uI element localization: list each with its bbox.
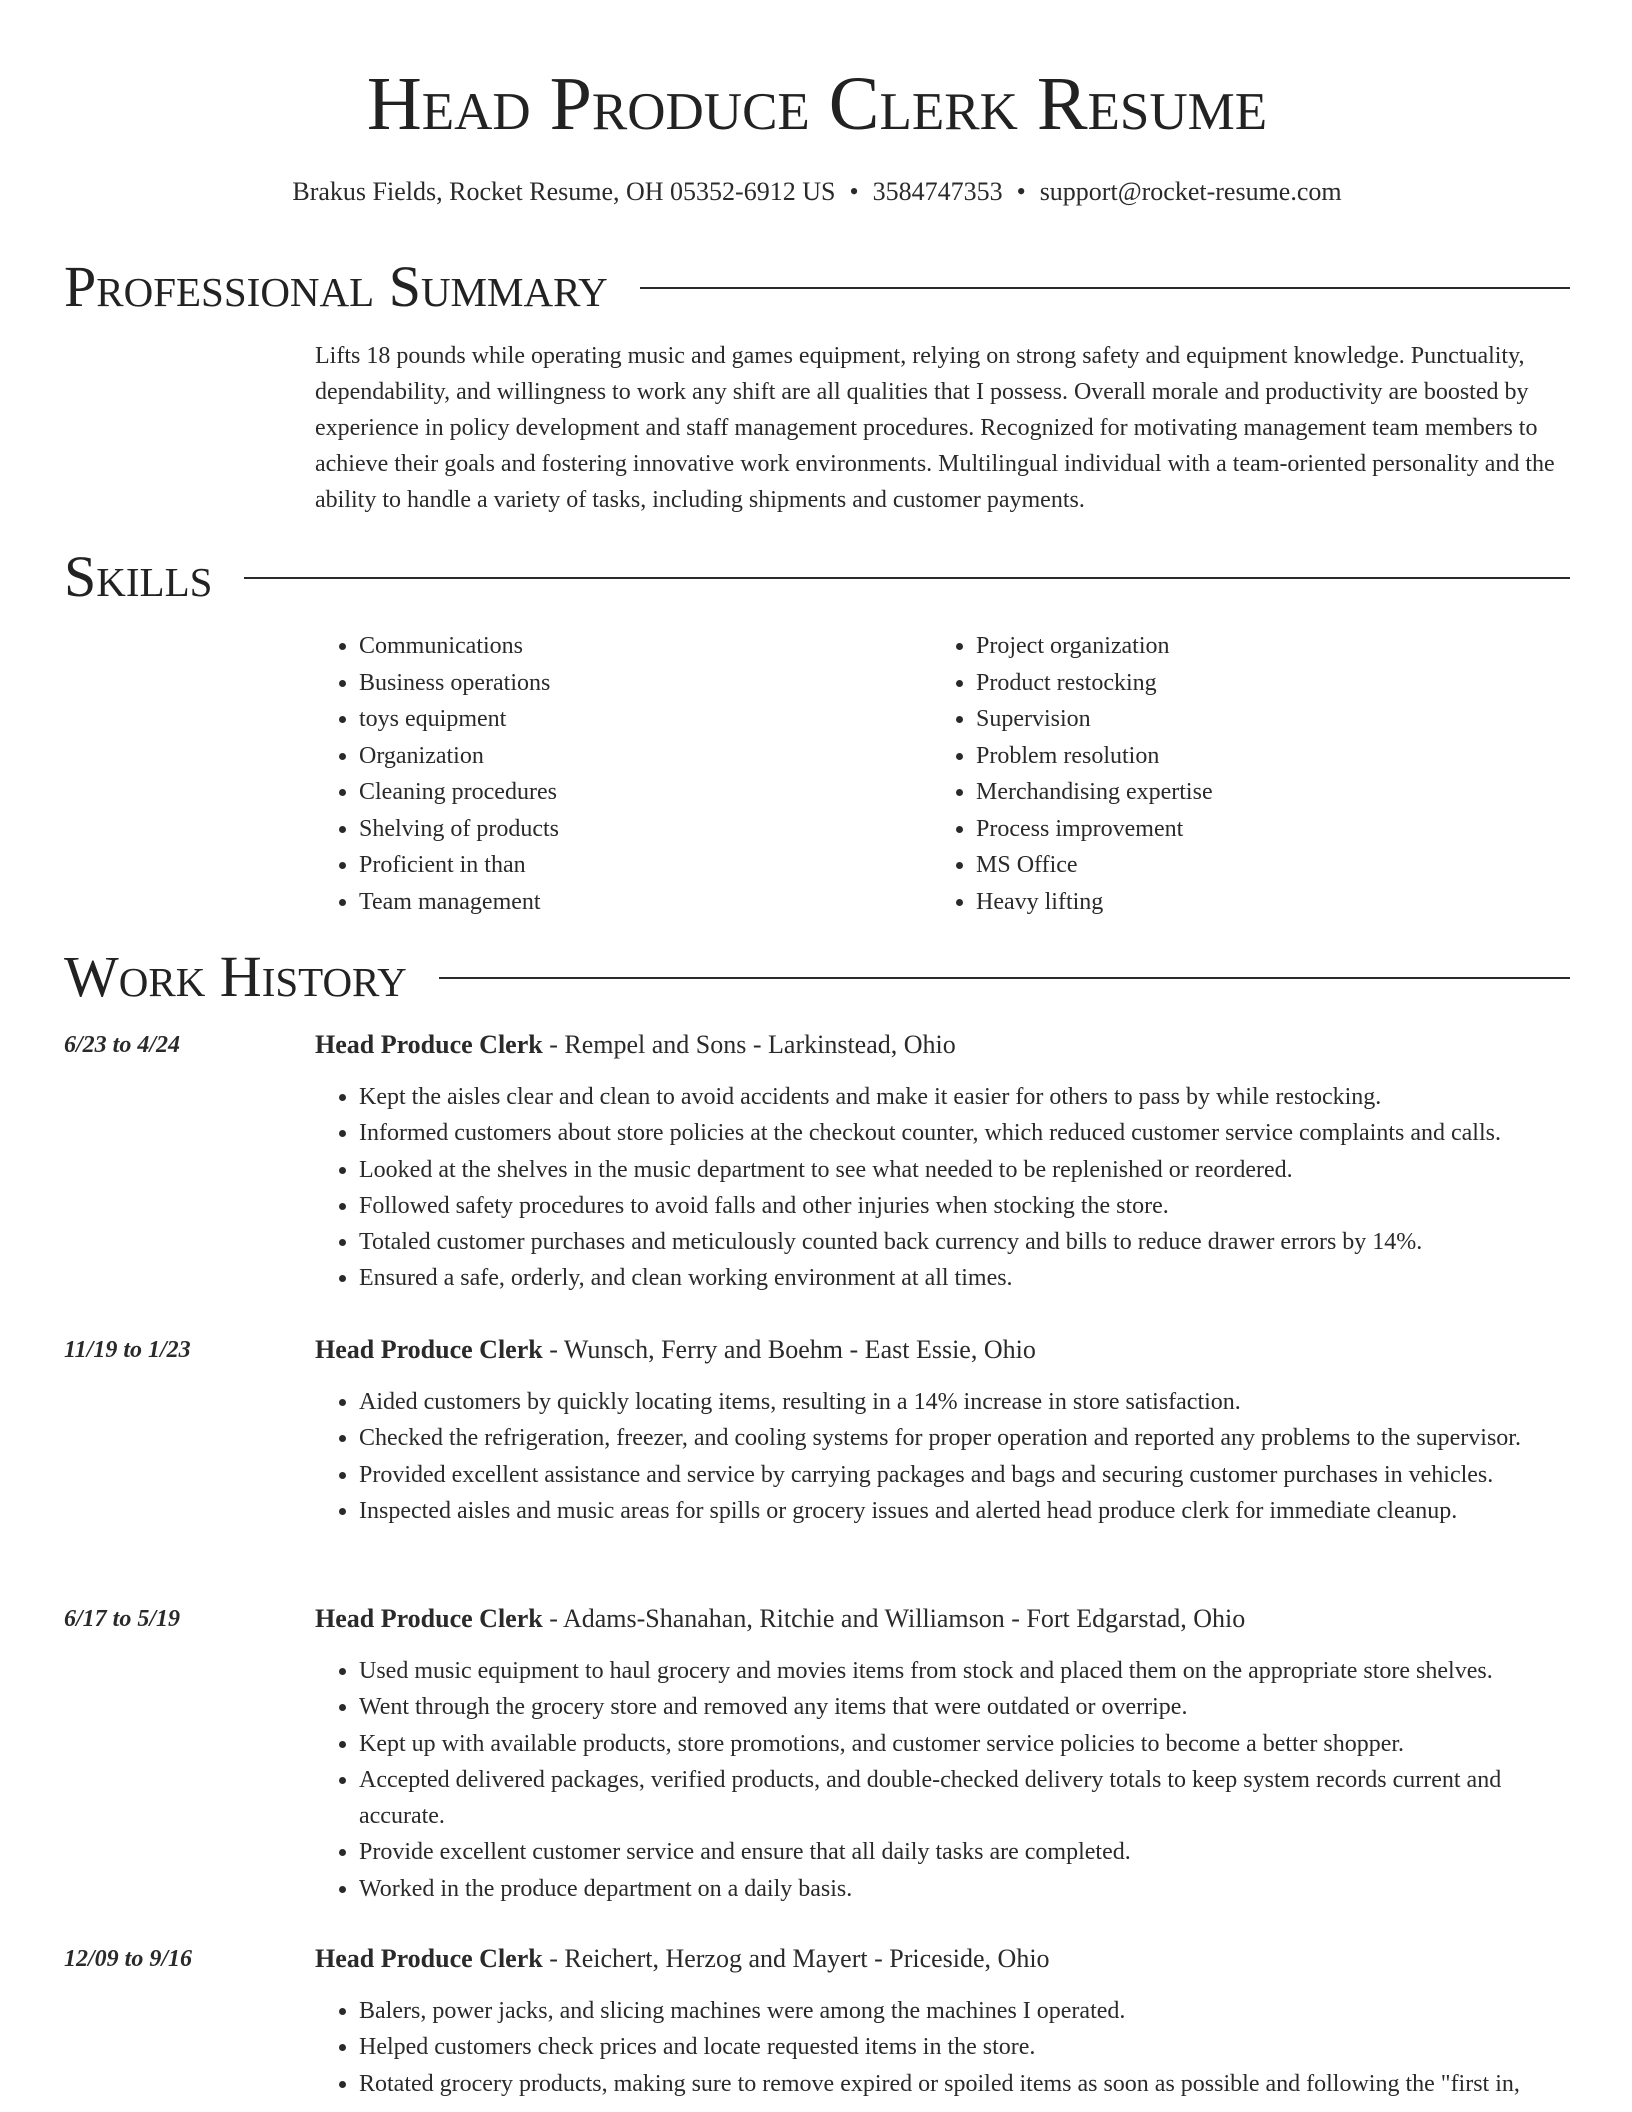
work-heading-text: Work History [64,944,407,1009]
job-duty-item: • Accepted delivered packages, verified products, and double-checked delivery totals to keep system records current and accurate. [359,1762,1570,1835]
summary-section-heading [64,252,1570,322]
work-section-heading [64,942,1570,1012]
job-duty-item: • Balers, power jacks, and slicing machines were among the machines I operated. [359,1993,1570,2029]
job-heading [315,1941,1050,1977]
summary-heading-text: Professional Summary [64,254,608,319]
job-duty-item: • Followed safety procedures to avoid falls and other injuries when stocking the store. [359,1188,1570,1224]
job-duty-item: • Inspected aisles and music areas for spills or grocery issues and alerted head produce clerk for immediate cleanup. [359,1493,1570,1529]
skill-item: • Problem resolution [976,738,1549,775]
contact-line [64,174,1570,210]
skill-item: • Product restocking [976,665,1549,702]
job-duty-item: • Kept up with available products, store promotions, and customer service policies to become a better shopper. [359,1726,1570,1762]
skill-item: • Process improvement [976,811,1549,848]
skill-item: • Heavy lifting [976,884,1549,921]
skill-item: • Proficient in than [359,847,932,884]
job-employer: - Reichert, Herzog and Mayert - Priceside, Ohio [542,1944,1050,1973]
skills-list [315,628,1570,920]
job-duty-item: • Went through the grocery store and removed any items that were outdated or overripe. [359,1689,1570,1725]
job-duty-item: • Rotated grocery products, making sure to remove expired or spoiled items as soon as possible and following the "first in, [359,2066,1570,2102]
job-dates: 6/17 to 5/19 [64,1606,181,1632]
job-duty-item: • Provided excellent assistance and service by carrying packages and bags and securing customer purchases in vehicles. [359,1457,1570,1493]
job-duty-item: • Worked in the produce department on a daily basis. [359,1871,1570,1907]
skill-item: • Team management [359,884,932,921]
job-duty-item: • Kept the aisles clear and clean to avoid accidents and make it easier for others to pass by while restocking. [359,1079,1570,1115]
skill-item: • Cleaning procedures [359,774,932,811]
job-duty-item: • Checked the refrigeration, freezer, and cooling systems for proper operation and reported any problems to the supervisor. [359,1420,1570,1456]
skills-section-heading [64,542,1570,612]
job-employer: - Rempel and Sons - Larkinstead, Ohio [542,1030,956,1059]
job-heading [315,1601,1245,1637]
job-duty-item: • Informed customers about store policies at the checkout counter, which reduced customer service complaints and calls. [359,1115,1570,1151]
skill-item: • Supervision [976,701,1549,738]
skill-item: • Merchandising expertise [976,774,1549,811]
skill-item: • Business operations [359,665,932,702]
contact-email: support@rocket-resume.com [1039,177,1342,206]
skill-item: • MS Office [976,847,1549,884]
skill-item: • Shelving of products [359,811,932,848]
job-heading [315,1332,1036,1368]
section-divider [640,287,1570,289]
skill-item: • Project organization [976,628,1549,665]
skill-item: • Organization [359,738,932,775]
job-duties [315,1079,1570,1297]
skills-column-right [932,628,1549,920]
job-duties [315,1993,1570,2102]
contact-phone: 3584747353 [872,177,1003,206]
job-duty-item: • Provide excellent customer service and ensure that all daily tasks are completed. [359,1834,1570,1870]
professional-summary: Lifts 18 pounds while operating music and games equipment, relying on strong safety and equipment knowledge. Punctuality, dependability, and willingness to work any shift are all qualities that I possess. Overall morale and productivity are boosted by experience in policy development and staff management procedures. Recognized for motivating management team members to achieve their goals and fostering innovative work environments. Multilingual individual with a team-oriented personality and the ability to handle a variety of tasks, including shipments and customer payments. [315,343,1555,513]
job-dates: 12/09 to 9/16 [64,1946,193,1972]
job-duty-item: • Looked at the shelves in the music department to see what needed to be replenished or reordered. [359,1152,1570,1188]
job-role: Head Produce Clerk [315,1944,543,1973]
job-role: Head Produce Clerk [315,1604,543,1633]
job-duty-item: • Helped customers check prices and locate requested items in the store. [359,2029,1570,2065]
job-duty-item: • Used music equipment to haul grocery and movies items from stock and placed them on the appropriate store shelves. [359,1653,1570,1689]
job-dates: 6/23 to 4/24 [64,1032,181,1058]
job-role: Head Produce Clerk [315,1030,543,1059]
job-duties [315,1653,1570,1907]
skill-item: • Communications [359,628,932,665]
job-duty-item: • Aided customers by quickly locating items, resulting in a 14% increase in store satisfaction. [359,1384,1570,1420]
section-divider [439,977,1570,979]
job-duty-item: • Ensured a safe, orderly, and clean working environment at all times. [359,1260,1570,1296]
section-divider [244,577,1570,579]
contact-separator: • [1016,177,1026,206]
job-employer: - Adams-Shanahan, Ritchie and Williamson - Fort Edgarstad, Ohio [542,1604,1246,1633]
job-role: Head Produce Clerk [315,1335,543,1364]
contact-address: Brakus Fields, Rocket Resume, OH 05352-6912 US [292,177,836,206]
job-employer: - Wunsch, Ferry and Boehm - East Essie, Ohio [542,1335,1036,1364]
contact-separator: • [849,177,859,206]
skills-heading-text: Skills [64,544,213,609]
job-heading [315,1027,956,1063]
skills-column-left [315,628,932,920]
job-dates: 11/19 to 1/23 [64,1337,191,1363]
job-duty-item: • Totaled customer purchases and meticulously counted back currency and bills to reduce drawer errors by 14%. [359,1224,1570,1260]
resume-title: Head Produce Clerk Resume [366,62,1268,146]
job-duties [315,1384,1570,1529]
skill-item: • toys equipment [359,701,932,738]
